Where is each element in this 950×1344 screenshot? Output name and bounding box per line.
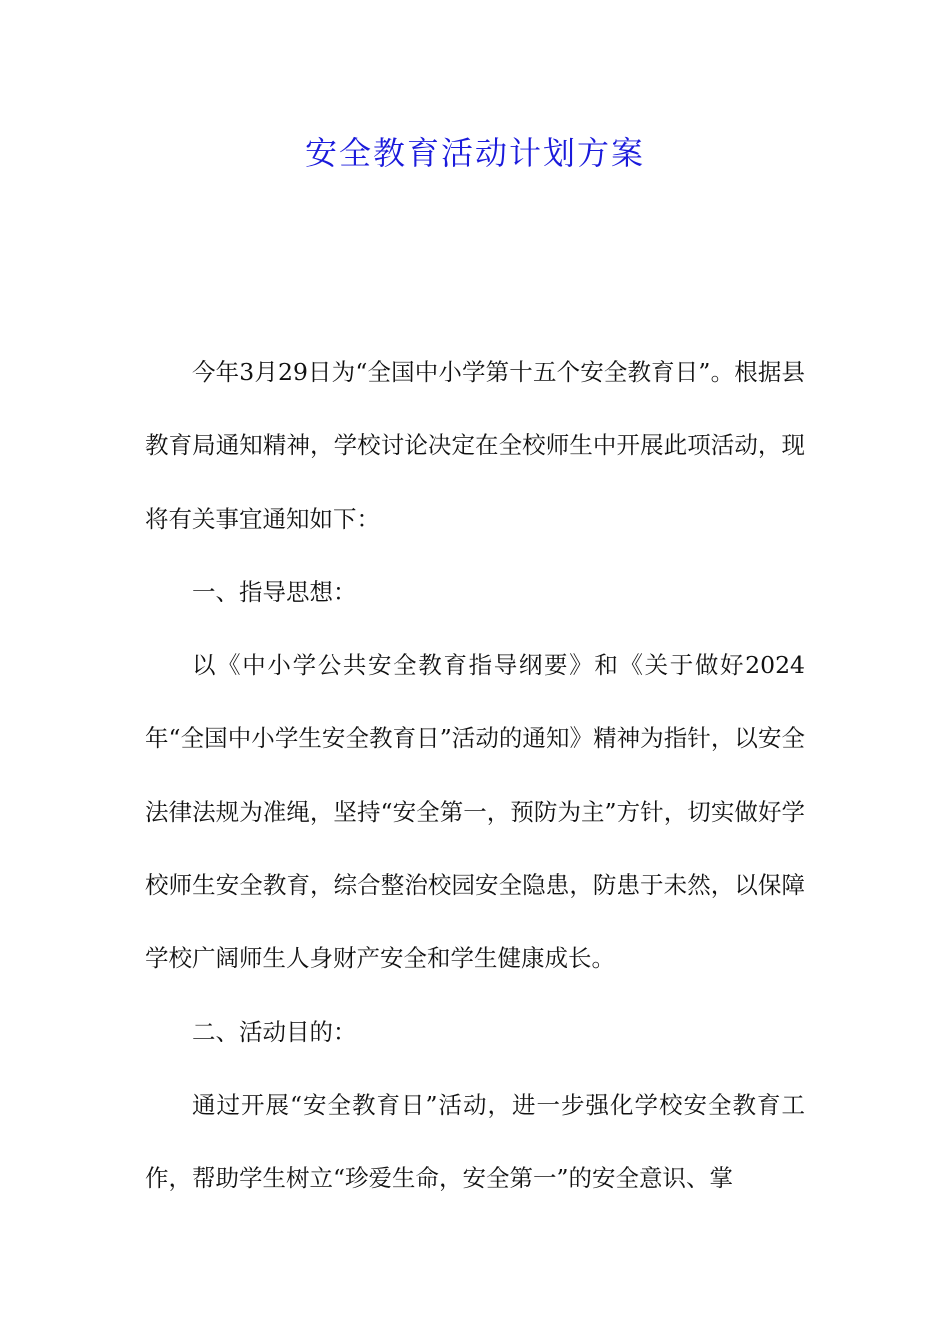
document-title: 安全教育活动计划方案	[304, 134, 645, 172]
paragraph-activity-purpose: 通过开展“安全教育日”活动，进一步强化学校安全教育工作，帮助学生树立“珍爱生命，安全第一”的安全意识、掌	[145, 1090, 805, 1193]
paragraph-guiding-thought: 以《中小学公共安全教育指导纲要》和《关于做好2024年“全国中小学生安全教育日”活动的通知》精神为指针，以安全法律法规为准绳，坚持“安全第一，预防为主”方针，切实做好学校师生安全教育，综合整治校园安全隐患，防患于未然，以保障学校广阔师生人身财产安全和学生健康成长。	[145, 651, 805, 973]
section-heading-guiding-thought: 一、指导思想：	[192, 577, 357, 606]
section-heading-activity-purpose: 二、活动目的：	[192, 1017, 357, 1046]
paragraph-intro: 今年3月29日为“全国中小学第十五个安全教育日”。根据县教育局通知精神，学校讨论决定在全校师生中开展此项活动，现将有关事宜通知如下：	[145, 358, 805, 533]
document-body	[145, 336, 805, 1216]
